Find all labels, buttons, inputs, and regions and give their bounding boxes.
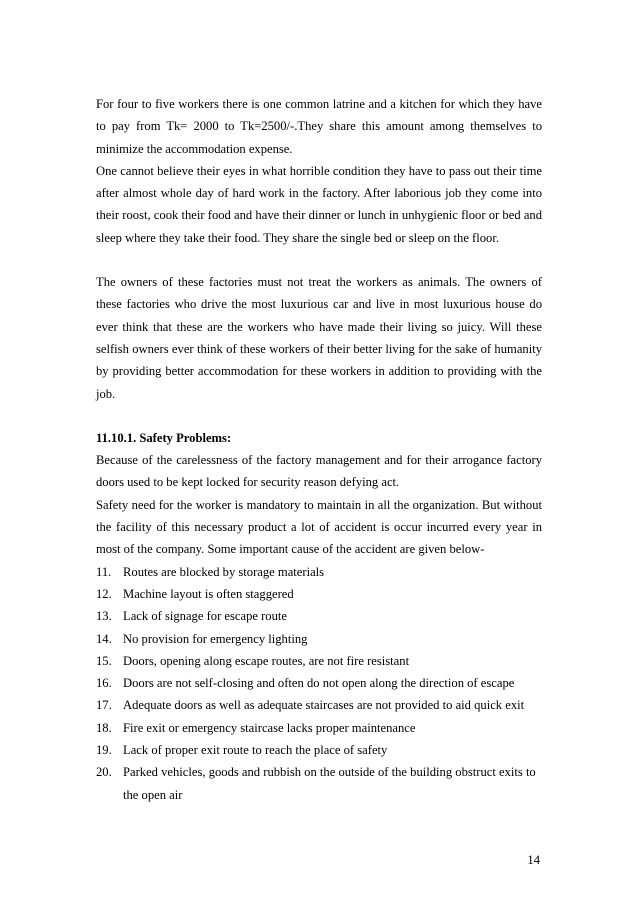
list-item-text: Doors are not self-closing and often do not open along the direction of escape [123, 676, 515, 691]
list-item-number: 12. [96, 586, 112, 601]
list-item-text: Adequate doors as well as adequate staircases are not provided to aid quick exit [123, 698, 525, 713]
list-item-number: 16. [96, 676, 112, 691]
list-item-text: Doors, opening along escape routes, are not fire resistant [123, 653, 410, 668]
list-item [96, 650, 542, 672]
paragraph-latrine: For four to five workers there is one common latrine and a kitchen for which they have to pay from Tk= 2000 to Tk=2500/-.They share this amount among themselves to minimize the accommodation expense. [96, 97, 542, 156]
section-heading: 11.10.1. Safety Problems: [96, 430, 232, 445]
page-content [96, 93, 542, 806]
list-item-text: Routes are blocked by storage materials [123, 564, 325, 579]
paragraph-gap [96, 405, 542, 427]
list-item [96, 761, 542, 806]
list-item-text: Lack of proper exit route to reach the place of safety [123, 743, 388, 758]
list-item [96, 717, 542, 739]
list-item [96, 605, 542, 627]
list-item-number: 15. [96, 653, 112, 668]
list-item-number: 13. [96, 609, 112, 624]
list-item-text: No provision for emergency lighting [123, 631, 308, 646]
paragraph-living-condition: One cannot believe their eyes in what horrible condition they have to pass out their time after almost whole day of hard work in the factory. After laborious job they come into their roost, cook their food and have their dinner or lunch in unhygienic floor or bed and sleep where they take their food. They share the single bed or sleep on the floor. [96, 163, 542, 245]
list-item-text: Parked vehicles, goods and rubbish on the outside of the building obstruct exits to the open air [123, 765, 536, 802]
page-number: 14 [527, 853, 540, 867]
list-item [96, 672, 542, 694]
list-item [96, 583, 542, 605]
paragraph-gap [96, 249, 542, 271]
list-item-number: 17. [96, 698, 112, 713]
paragraph-owners: The owners of these factories must not treat the workers as animals. The owners of these factories who drive the most luxurious car and live in most luxurious house do ever think that these are the workers who have made their living so juicy. Will these selfish owners ever think of these workers of their better living for the sake of humanity by providing better accommodation for these workers in addition to providing with the job. [96, 275, 542, 401]
list-item [96, 628, 542, 650]
list-item-number: 18. [96, 720, 112, 735]
list-item-number: 11. [96, 564, 112, 579]
list-item [96, 694, 542, 716]
paragraph-carelessness: Because of the carelessness of the factory management and for their arrogance factory doors used to be kept locked for security reason defying act. [96, 453, 542, 490]
list-item-text: Machine layout is often staggered [123, 586, 294, 601]
paragraph-safety-need: Safety need for the worker is mandatory to maintain in all the organization. But without the facility of this necessary product a lot of accident is occur incurred every year in most of the company. Some important cause of the accident are given below- [96, 497, 542, 557]
list-item-text: Lack of signage for escape route [123, 609, 287, 624]
accident-causes-list [96, 561, 542, 806]
list-item-number: 19. [96, 743, 112, 758]
list-item [96, 739, 542, 761]
list-item [96, 561, 542, 583]
list-item-text: Fire exit or emergency staircase lacks proper maintenance [123, 720, 416, 735]
list-item-number: 20. [96, 765, 112, 780]
list-item-number: 14. [96, 631, 112, 646]
